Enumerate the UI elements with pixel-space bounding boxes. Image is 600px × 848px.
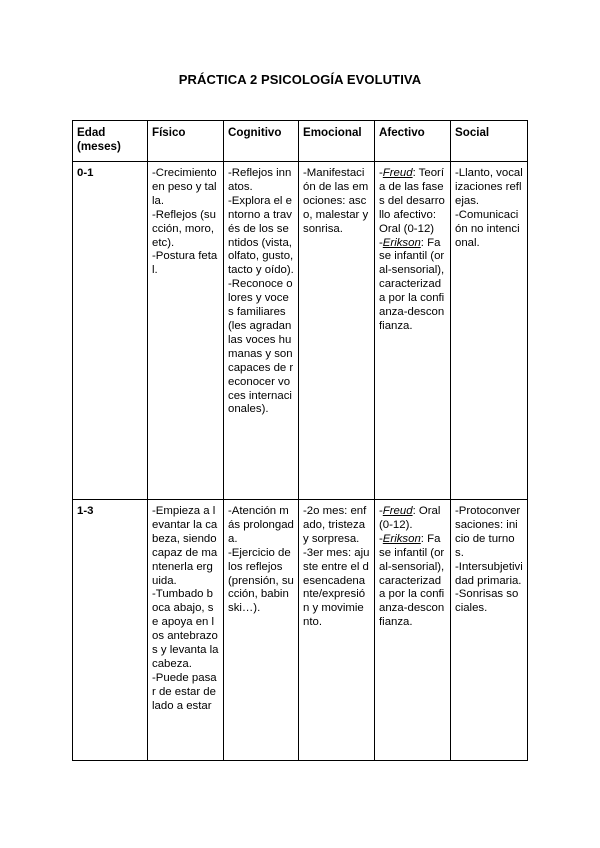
social-cell: -Protoconversaciones: inicio de turnos. -Intersubjetividad primaria. -Sonrisas sociales.: [451, 500, 528, 761]
table-header-row: [73, 121, 528, 162]
development-table: [72, 120, 528, 761]
afectivo-cell: -Freud: Teoría de las fases del desarrollo afectivo: Oral (0-12) -Erikson: Fase infantil (oral-sensorial), caracterizada por la confianza-desconfianza.: [375, 162, 451, 500]
header-social: Social: [451, 121, 528, 162]
header-fisico: Físico: [148, 121, 224, 162]
table-row: [73, 500, 528, 761]
author-freud: Freud: [382, 505, 413, 517]
emocional-cell: -2o mes: enfado, tristeza y sorpresa. -3er mes: ajuste entre el desencadenante/expresión y movimiento.: [299, 500, 375, 761]
author-erikson: Erikson: [382, 532, 421, 545]
table-row: [73, 162, 528, 500]
author-freud: Freud: [382, 167, 413, 179]
header-afectivo: Afectivo: [375, 121, 451, 162]
header-cognitivo: Cognitivo: [224, 121, 299, 162]
age-cell: 1-3: [73, 500, 148, 761]
emocional-cell: -Manifestación de las emociones: asco, malestar y sonrisa.: [299, 162, 375, 500]
header-emocional: Emocional: [299, 121, 375, 162]
fisico-cell: -Empieza a levantar la cabeza, siendo capaz de mantenerla erguida. -Tumbado boca abajo, se apoya en los antebrazos y levanta la cabeza. -Puede pasar de estar de lado a estar: [148, 500, 224, 761]
cognitivo-cell: -Reflejos innatos. -Explora el entorno a través de los sentidos (vista, olfato, gusto, tacto y oído). -Reconoce olores y voces familiares (les agradan las voces humanas y son capaces de reconocer voces internacionales).: [224, 162, 299, 500]
social-cell: -Llanto, vocalizaciones reflejas. -Comunicación no intencional.: [451, 162, 528, 500]
fisico-cell: -Crecimiento en peso y talla. -Reflejos (succión, moro, etc). -Postura fetal.: [148, 162, 224, 500]
age-cell: 0-1: [73, 162, 148, 500]
author-erikson: Erikson: [382, 236, 421, 249]
cognitivo-cell: -Atención más prolongada. -Ejercicio de los reflejos (prensión, succión, babinski…).: [224, 500, 299, 761]
page-title: PRÁCTICA 2 PSICOLOGÍA EVOLUTIVA: [178, 72, 422, 87]
afectivo-cell: -Freud: Oral (0-12). -Erikson: Fase infantil (oral-sensorial), caracterizada por la confianza-desconfianza.: [375, 500, 451, 761]
header-edad: Edad (meses): [73, 121, 148, 162]
